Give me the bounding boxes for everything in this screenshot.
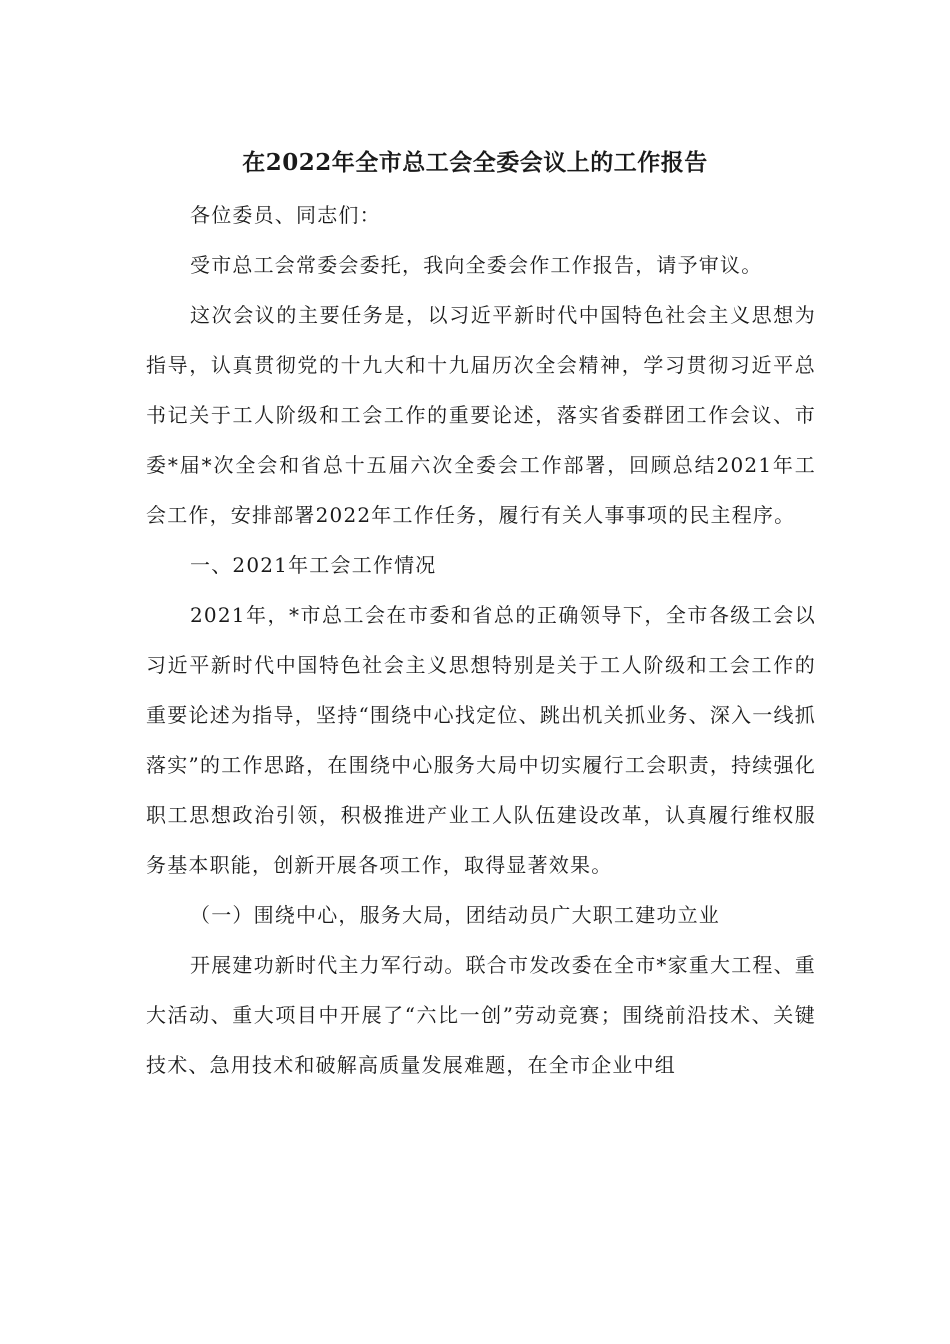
summary-paragraph: 2021年，*市总工会在市委和省总的正确领导下，全市各级工会以习近平新时代中国特色社会主义思想特别是关于工人阶级和工会工作的重要论述为指导，坚持“围绕中心找定位、跳出机关抓业务、深入一线抓落实”的工作思路，在围绕中心服务大局中切实履行工会职责，持续强化职工思想政治引领，积极推进产业工人队伍建设改革，认真履行维权服务基本职能，创新开展各项工作，取得显著效果。 <box>146 603 816 877</box>
subsection-heading-1: （一）围绕中心，服务大局，团结动员广大职工建功立业 <box>190 903 720 927</box>
document-body <box>146 190 816 1090</box>
section-heading-1: 一、2021年工会工作情况 <box>190 553 437 577</box>
competition-paragraph: 开展建功新时代主力军行动。联合市发改委在全市*家重大工程、重大活动、重大项目中开展了“六比一创”劳动竞赛；围绕前沿技术、关键技术、急用技术和破解高质量发展难题，在全市企业中组 <box>146 953 816 1077</box>
task-paragraph: 这次会议的主要任务是，以习近平新时代中国特色社会主义思想为指导，认真贯彻党的十九大和十九届历次全会精神，学习贯彻习近平总书记关于工人阶级和工会工作的重要论述，落实省委群团工作会议、市委*届*次全会和省总十五届六次全委会工作部署，回顾总结2021年工会工作，安排部署2022年工作任务，履行有关人事事项的民主程序。 <box>146 303 816 527</box>
salutation-paragraph: 各位委员、同志们： <box>190 203 381 227</box>
intro-paragraph: 受市总工会常委会委托，我向全委会作工作报告，请予审议。 <box>190 253 763 277</box>
document-title: 在2022年全市总工会全委会议上的工作报告 <box>242 149 708 176</box>
